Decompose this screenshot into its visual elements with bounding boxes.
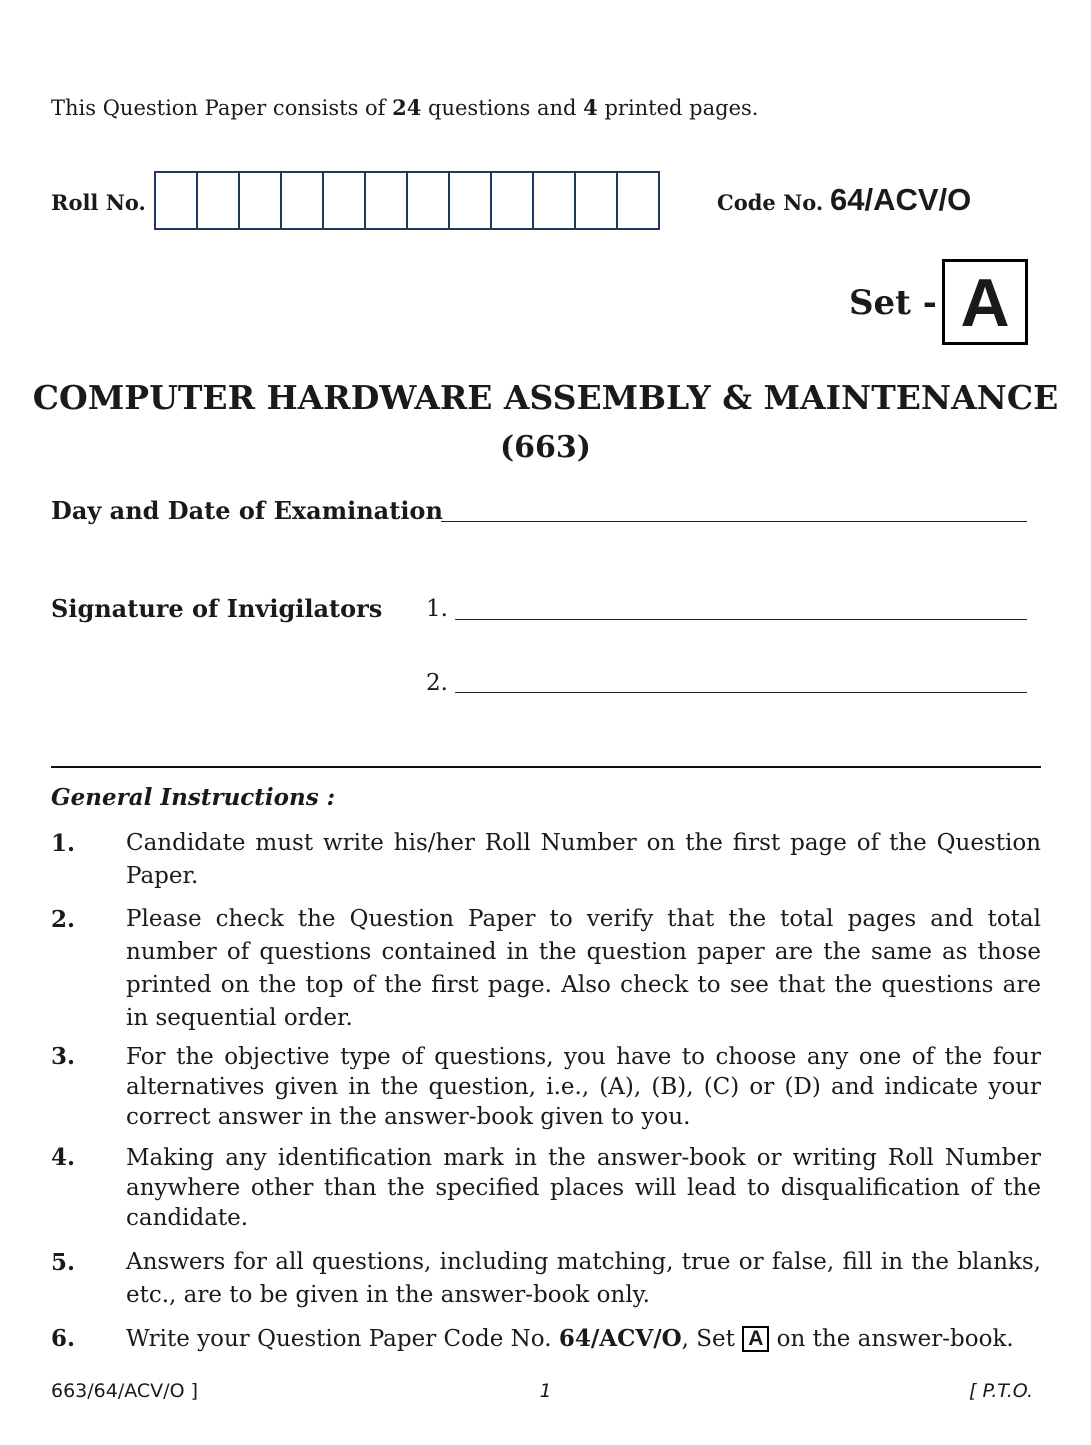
signature-number-2: 2. [426,670,448,696]
footer-paper-code: 663/64/ACV/O ] [51,1380,198,1402]
roll-box[interactable] [240,173,282,228]
general-instructions-title: General Instructions : [51,784,336,811]
footer-pto: [ P.T.O. [969,1380,1033,1402]
roll-box[interactable] [408,173,450,228]
set-inline-box: A [742,1326,769,1352]
subject-code: (663) [499,430,591,465]
instruction-item [51,1042,1041,1132]
set-label: Set - [849,283,937,323]
footer-page-number: 1 [539,1380,552,1402]
roll-no-label: Roll No. [51,190,146,215]
roll-box[interactable] [198,173,240,228]
instruction-text: Making any identification mark in the answer-book or writing Roll Number anywhere other than the specified places will lead to disqualification of the candidate. [126,1145,1041,1231]
exam-date-line[interactable] [441,521,1027,522]
roll-box[interactable] [618,173,658,228]
exam-date-label: Day and Date of Examination [51,496,443,525]
invigilator-signature-label: Signature of Invigilators [51,594,383,623]
roll-box[interactable] [366,173,408,228]
instruction-number: 2. [51,906,76,933]
instruction-text: Candidate must write his/her Roll Number on the first page of the Question Paper. [126,830,1041,889]
section-divider [51,766,1041,768]
instruction-item [51,1143,1041,1233]
roll-box[interactable] [282,173,324,228]
roll-box[interactable] [534,173,576,228]
instruction-item [51,903,1041,1035]
instruction-item [51,1246,1041,1312]
instruction-item [51,827,1041,893]
instruction-number: 4. [51,1144,76,1171]
instruction-item [51,1322,1041,1356]
signature-line-2[interactable] [455,692,1027,693]
signature-line-1[interactable] [455,619,1027,620]
instruction-list [51,827,1041,1356]
instruction-number: 5. [51,1249,76,1276]
questions-count: 24 [392,95,422,120]
instruction-text: Please check the Question Paper to verify that the total pages and total number of questions contained in the question paper are the same as those printed on the top of the first page. Also check to see that the questions are in sequential order. [126,906,1041,1031]
paper-code-inline: 64/ACV/O [558,1325,682,1352]
code-no-label: Code No. [717,190,824,215]
intro-text: This Question Paper consists of 24 questions and 4 printed pages. [51,95,759,120]
instruction-text: Answers for all questions, including matching, true or false, fill in the blanks, etc., are to be given in the answer-book only. [126,1249,1041,1308]
roll-box[interactable] [156,173,198,228]
roll-box[interactable] [492,173,534,228]
instruction-number: 3. [51,1043,76,1070]
instruction-text: Write your Question Paper Code No. 64/ACV/O, Set A on the answer-book. [126,1325,1014,1352]
roll-box[interactable] [576,173,618,228]
instruction-number: 6. [51,1325,76,1352]
roll-box[interactable] [324,173,366,228]
pages-count: 4 [583,95,598,120]
paper-title: COMPUTER HARDWARE ASSEMBLY & MAINTENANCE [32,378,1059,417]
roll-no-boxes[interactable] [154,171,660,230]
code-no-value: 64/ACV/O [830,182,972,217]
instruction-text: For the objective type of questions, you have to choose any one of the four alternatives given in the question, i.e., (A), (B), (C) or (D) and indicate your correct answer in the answer-book given to you. [126,1044,1041,1130]
set-value-box: A [942,259,1028,345]
roll-box[interactable] [450,173,492,228]
signature-number-1: 1. [426,596,448,622]
instruction-number: 1. [51,830,76,857]
